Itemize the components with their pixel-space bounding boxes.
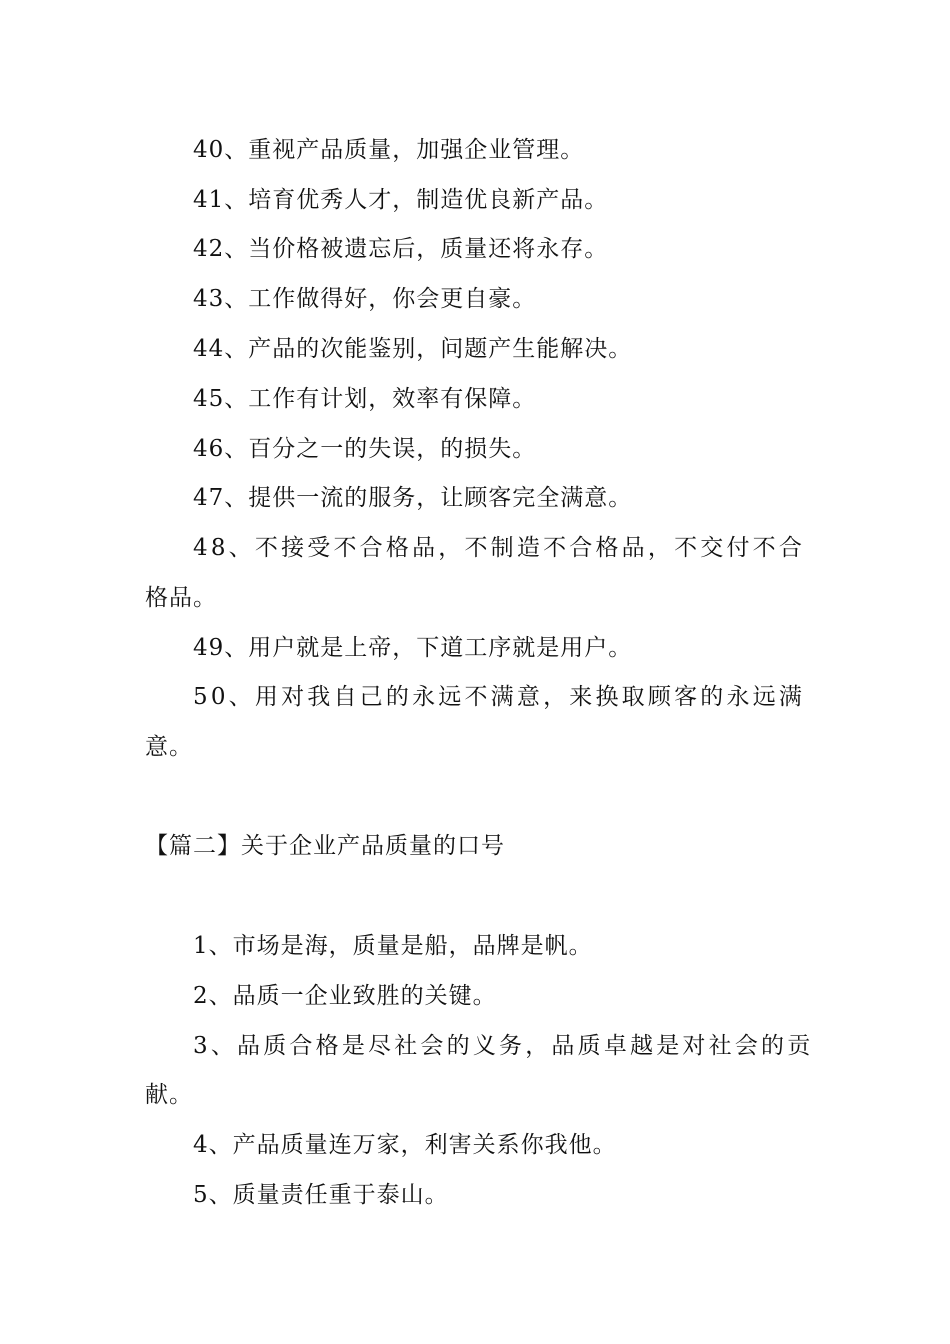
section-heading: 【篇二】关于企业产品质量的口号 xyxy=(145,833,505,859)
slogan-48-line2: 格品。 xyxy=(145,585,217,611)
slogan-4: 4、产品质量连万家，利害关系你我他。 xyxy=(193,1132,617,1158)
slogan-48-line1: 48、不接受不合格品，不制造不合格品，不交付不合 xyxy=(193,535,806,561)
slogan-46: 46、百分之一的失误，的损失。 xyxy=(193,436,537,462)
slogan-45: 45、工作有计划，效率有保障。 xyxy=(193,386,537,412)
slogan-3-line2: 献。 xyxy=(145,1082,193,1108)
slogan-42: 42、当价格被遗忘后，质量还将永存。 xyxy=(193,236,609,262)
slogan-50-line1: 50、用对我自己的永远不满意，来换取顾客的永远满 xyxy=(193,684,806,710)
slogan-40: 40、重视产品质量，加强企业管理。 xyxy=(193,137,585,163)
slogan-1: 1、市场是海，质量是船，品牌是帆。 xyxy=(193,933,593,959)
slogan-49: 49、用户就是上帝，下道工序就是用户。 xyxy=(193,635,633,661)
slogan-44: 44、产品的次能鉴别，问题产生能解决。 xyxy=(193,336,633,362)
slogan-50-line2: 意。 xyxy=(145,734,193,760)
slogan-3-line1: 3、品质合格是尽社会的义务，品质卓越是对社会的贡 xyxy=(193,1033,814,1059)
slogan-41: 41、培育优秀人才，制造优良新产品。 xyxy=(193,187,609,213)
slogan-2: 2、品质一企业致胜的关键。 xyxy=(193,983,497,1009)
slogan-47: 47、提供一流的服务，让顾客完全满意。 xyxy=(193,485,633,511)
slogan-43: 43、工作做得好，你会更自豪。 xyxy=(193,286,537,312)
slogan-5: 5、质量责任重于泰山。 xyxy=(193,1182,449,1208)
